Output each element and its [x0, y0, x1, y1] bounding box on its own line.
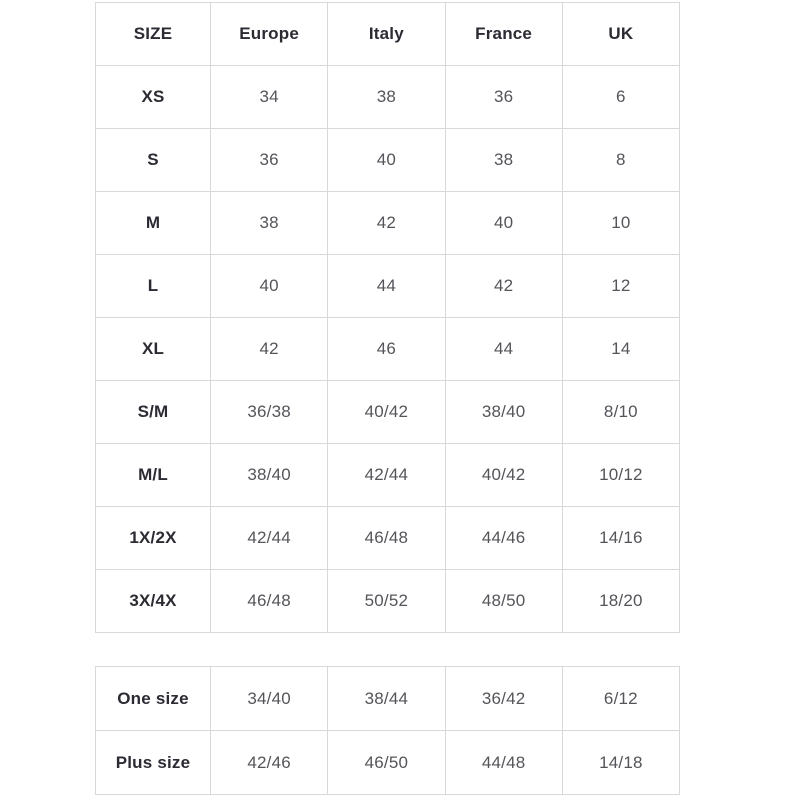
size-value: 40/42 [328, 381, 445, 444]
size-value: 42/44 [211, 507, 328, 570]
size-value: 42/44 [328, 444, 445, 507]
size-conversion-table [95, 2, 680, 633]
table-row [96, 570, 680, 633]
size-value: 40 [445, 192, 562, 255]
size-value: 36/38 [211, 381, 328, 444]
size-value: 36 [211, 129, 328, 192]
size-value: 14/18 [562, 731, 679, 795]
table-row [96, 255, 680, 318]
size-value: 6/12 [562, 667, 679, 731]
size-value: 46/50 [328, 731, 445, 795]
size-value: 38 [445, 129, 562, 192]
size-label: M [96, 192, 211, 255]
size-value: 38/44 [328, 667, 445, 731]
size-value: 44 [328, 255, 445, 318]
size-value: 36/42 [445, 667, 562, 731]
column-header: France [445, 3, 562, 66]
size-value: 34 [211, 66, 328, 129]
column-header: UK [562, 3, 679, 66]
table-row [96, 66, 680, 129]
size-table-header-row [96, 3, 680, 66]
size-label: 3X/4X [96, 570, 211, 633]
table-row [96, 444, 680, 507]
size-value: 40 [328, 129, 445, 192]
special-size-table-body [96, 667, 680, 795]
size-label: One size [96, 667, 211, 731]
size-value: 34/40 [211, 667, 328, 731]
table-row [96, 731, 680, 795]
size-label: L [96, 255, 211, 318]
size-value: 38 [211, 192, 328, 255]
size-value: 8/10 [562, 381, 679, 444]
column-header: SIZE [96, 3, 211, 66]
size-value: 40/42 [445, 444, 562, 507]
table-row [96, 507, 680, 570]
size-value: 44 [445, 318, 562, 381]
size-label: S/M [96, 381, 211, 444]
size-value: 44/48 [445, 731, 562, 795]
size-label: S [96, 129, 211, 192]
size-value: 10 [562, 192, 679, 255]
size-value: 36 [445, 66, 562, 129]
size-value: 42 [328, 192, 445, 255]
column-header: Italy [328, 3, 445, 66]
size-value: 14/16 [562, 507, 679, 570]
size-value: 14 [562, 318, 679, 381]
size-value: 42/46 [211, 731, 328, 795]
table-row [96, 318, 680, 381]
size-label: 1X/2X [96, 507, 211, 570]
size-label: XS [96, 66, 211, 129]
special-size-table [95, 666, 680, 795]
table-gap [95, 633, 679, 666]
size-value: 42 [211, 318, 328, 381]
size-value: 38/40 [211, 444, 328, 507]
size-value: 46/48 [211, 570, 328, 633]
table-row [96, 667, 680, 731]
size-value: 44/46 [445, 507, 562, 570]
size-chart-container [95, 2, 679, 795]
size-value: 12 [562, 255, 679, 318]
table-row [96, 381, 680, 444]
size-value: 42 [445, 255, 562, 318]
size-value: 8 [562, 129, 679, 192]
size-label: XL [96, 318, 211, 381]
table-row [96, 129, 680, 192]
size-value: 18/20 [562, 570, 679, 633]
size-value: 38/40 [445, 381, 562, 444]
size-table-body [96, 66, 680, 633]
size-value: 38 [328, 66, 445, 129]
size-value: 48/50 [445, 570, 562, 633]
column-header: Europe [211, 3, 328, 66]
size-value: 40 [211, 255, 328, 318]
size-label: Plus size [96, 731, 211, 795]
size-value: 6 [562, 66, 679, 129]
size-value: 46/48 [328, 507, 445, 570]
table-row [96, 192, 680, 255]
size-label: M/L [96, 444, 211, 507]
size-value: 46 [328, 318, 445, 381]
size-value: 10/12 [562, 444, 679, 507]
size-value: 50/52 [328, 570, 445, 633]
